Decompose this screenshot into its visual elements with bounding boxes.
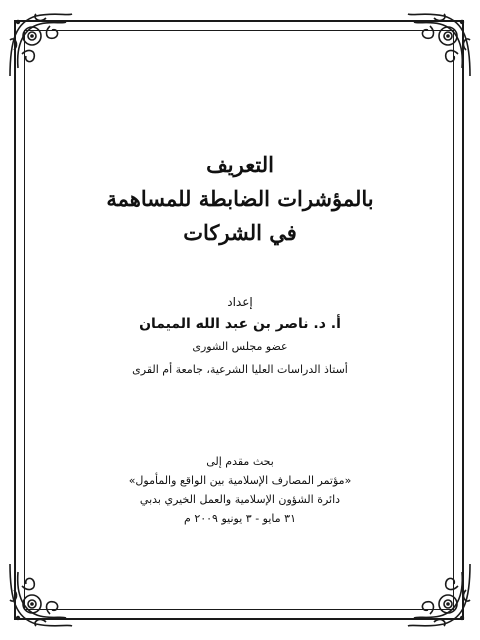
presentation-block	[40, 452, 440, 528]
author-name: أ. د. ناصر بن عبد الله الميمان	[139, 316, 341, 332]
conference-date: ٣١ مايو - ٣ يونيو ٢٠٠٩ م	[184, 512, 296, 525]
document-title	[40, 148, 440, 250]
organizer-name: دائرة الشؤون الإسلامية والعمل الخيري بدبي	[139, 493, 341, 506]
author-affiliation: أستاذ الدراسات العليا الشرعية، جامعة أم القرى	[132, 363, 348, 376]
presentation-intro: بحث مقدم إلى	[206, 455, 274, 468]
corner-ornament-top-left-icon	[6, 10, 76, 80]
conference-name: «مؤتمر المصارف الإسلامية بين الواقع والمأمول»	[128, 474, 352, 487]
corner-ornament-top-right-icon	[404, 10, 474, 80]
prepared-by-label: إعداد	[227, 295, 253, 309]
author-block	[40, 292, 440, 382]
author-role: عضو مجلس الشورى	[192, 340, 288, 353]
corner-ornament-bottom-left-icon	[6, 560, 76, 630]
title-line-2: بالمؤشرات الضابطة للمساهمة	[106, 186, 374, 211]
title-line-1: التعريف	[206, 152, 274, 177]
corner-ornament-bottom-right-icon	[404, 560, 474, 630]
title-line-3: في الشركات	[183, 220, 297, 245]
